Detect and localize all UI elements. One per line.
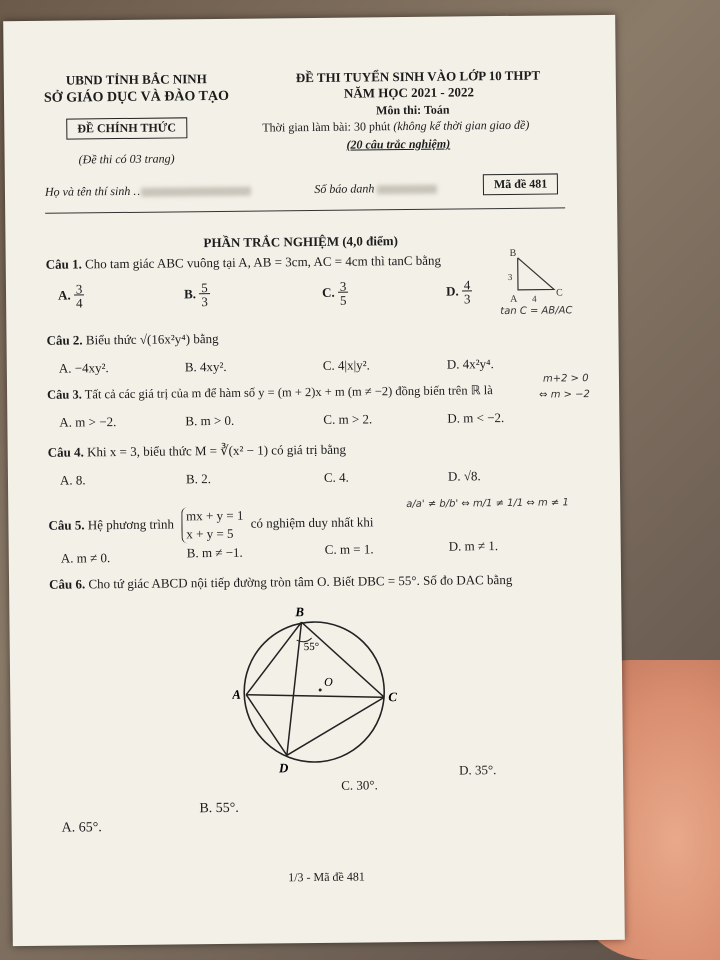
q5-option-a: A. m ≠ 0. — [60, 550, 111, 566]
question-6: Câu 6. Cho tứ giác ABCD nội tiếp đường tròn tâm O. Biết DBC = 55°. Số đo DAC bằng — [48, 571, 513, 592]
question-2: Câu 2. Biểu thức √(16x²y⁴) bằng — [46, 330, 219, 348]
label-a: A — [232, 686, 241, 702]
q2-option-b: B. 4xy². — [184, 358, 227, 375]
circle-figure — [231, 599, 403, 776]
official-label: ĐỀ CHÍNH THỨC — [66, 117, 187, 139]
q3-option-d: D. m < −2. — [447, 410, 505, 426]
q3-option-c: C. m > 2. — [323, 411, 373, 427]
question-1: Câu 1. Cho tam giác ABC vuông tại A, AB = 3cm, AC = 4cm thì tanC bằng — [45, 252, 442, 272]
question-3: Câu 3. Tất cả các giá trị của m để hàm số y = (m + 2)x + m (m ≠ −2) đồng biến trên ℝ là — [47, 383, 493, 402]
q6-option-a: A. 65°. — [61, 820, 102, 836]
q1-option-d: D. $\frac{4}{3}$ — [445, 277, 471, 307]
segment-bd — [285, 622, 302, 755]
q6-option-d: D. 35°. — [458, 762, 497, 778]
q4-option-a: A. 8. — [59, 472, 86, 488]
label-d: D — [278, 760, 289, 776]
hw-q3-line1: m+2 > 0 — [542, 373, 589, 385]
page-count: (Đề thi có 03 trang) — [78, 151, 175, 167]
q5-option-d: D. m ≠ 1. — [448, 538, 499, 554]
hw-q5-note: a/a' ≠ b/b' ⇔ m/1 ≠ 1/1 ⇔ m ≠ 1 — [406, 497, 569, 511]
question-5: Câu 5. Hệ phương trình mx + y = 1 x + y = 5 có nghiệm duy nhất khi — [48, 505, 373, 544]
page-footer: 1/3 - Mã đề 481 — [288, 869, 365, 885]
segment-dc — [286, 697, 385, 755]
segment-bc — [301, 621, 384, 698]
label-c: C — [388, 689, 398, 705]
header-province: UBND TỈNH BẮC NINH — [65, 71, 207, 88]
hw-a: A — [510, 293, 518, 305]
header-divider — [45, 207, 565, 213]
q5-option-c: C. m = 1. — [324, 541, 374, 557]
exam-subject: Môn thi: Toán — [376, 102, 450, 118]
q4-option-b: B. 2. — [185, 471, 211, 487]
q5-system: mx + y = 1 x + y = 5 — [181, 507, 244, 544]
label-b: B — [295, 604, 305, 620]
hw-3: 3 — [507, 271, 513, 282]
q6-option-c: C. 30°. — [341, 777, 378, 793]
angle-label: 55° — [303, 640, 320, 654]
q2-option-d: D. 4x²y⁴. — [446, 356, 494, 372]
hw-tan-note: tan C = AB/AC — [500, 305, 573, 318]
question-4: Câu 4. Khi x = 3, biểu thức M = ∛(x² − 1) có giá trị bằng — [47, 441, 347, 460]
hw-4: 4 — [532, 293, 537, 304]
exam-year: NĂM HỌC 2021 - 2022 — [343, 84, 475, 101]
q1-option-b: B. $\frac{5}{3}$ — [183, 280, 208, 310]
q2-option-c: C. 4|x|y². — [322, 357, 370, 373]
q1-option-c: C. $\frac{3}{5}$ — [321, 278, 347, 308]
header-department: SỞ GIÁO DỤC VÀ ĐÀO TẠO — [43, 88, 230, 106]
hw-q3-line2: ⇔ m > −2 — [539, 389, 590, 401]
hw-b: B — [509, 247, 517, 259]
q4-option-d: D. √8. — [447, 468, 481, 484]
exam-paper — [3, 15, 625, 946]
q5-option-b: B. m ≠ −1. — [186, 544, 243, 561]
q6-option-b: B. 55°. — [199, 800, 239, 817]
redacted-name — [141, 186, 251, 196]
exam-title: ĐỀ THI TUYỂN SINH VÀO LỚP 10 THPT — [295, 67, 541, 86]
hw-c: C — [555, 287, 563, 299]
q4-option-c: C. 4. — [323, 469, 349, 485]
q3-option-a: A. m > −2. — [59, 414, 117, 430]
q2-option-a: A. −4xy². — [58, 360, 109, 376]
q1-option-a: A. $\frac{3}{4}$ — [57, 281, 83, 311]
segment-ac — [246, 693, 384, 698]
section-title: PHẦN TRẮC NGHIỆM (4,0 điểm) — [203, 233, 398, 251]
question-count: (20 câu trắc nghiệm) — [346, 136, 451, 152]
redacted-id — [377, 184, 437, 194]
label-o: O — [324, 674, 333, 689]
exam-code-box: Mã đề 481 — [483, 173, 559, 195]
q3-option-b: B. m > 0. — [185, 412, 235, 429]
segment-ba — [245, 622, 302, 695]
student-name-row: Họ và tên thí sinh .. Số báo danh — [45, 181, 437, 200]
exam-time: Thời gian làm bài: 30 phút (không kể thời gian giao đề) — [262, 117, 530, 135]
